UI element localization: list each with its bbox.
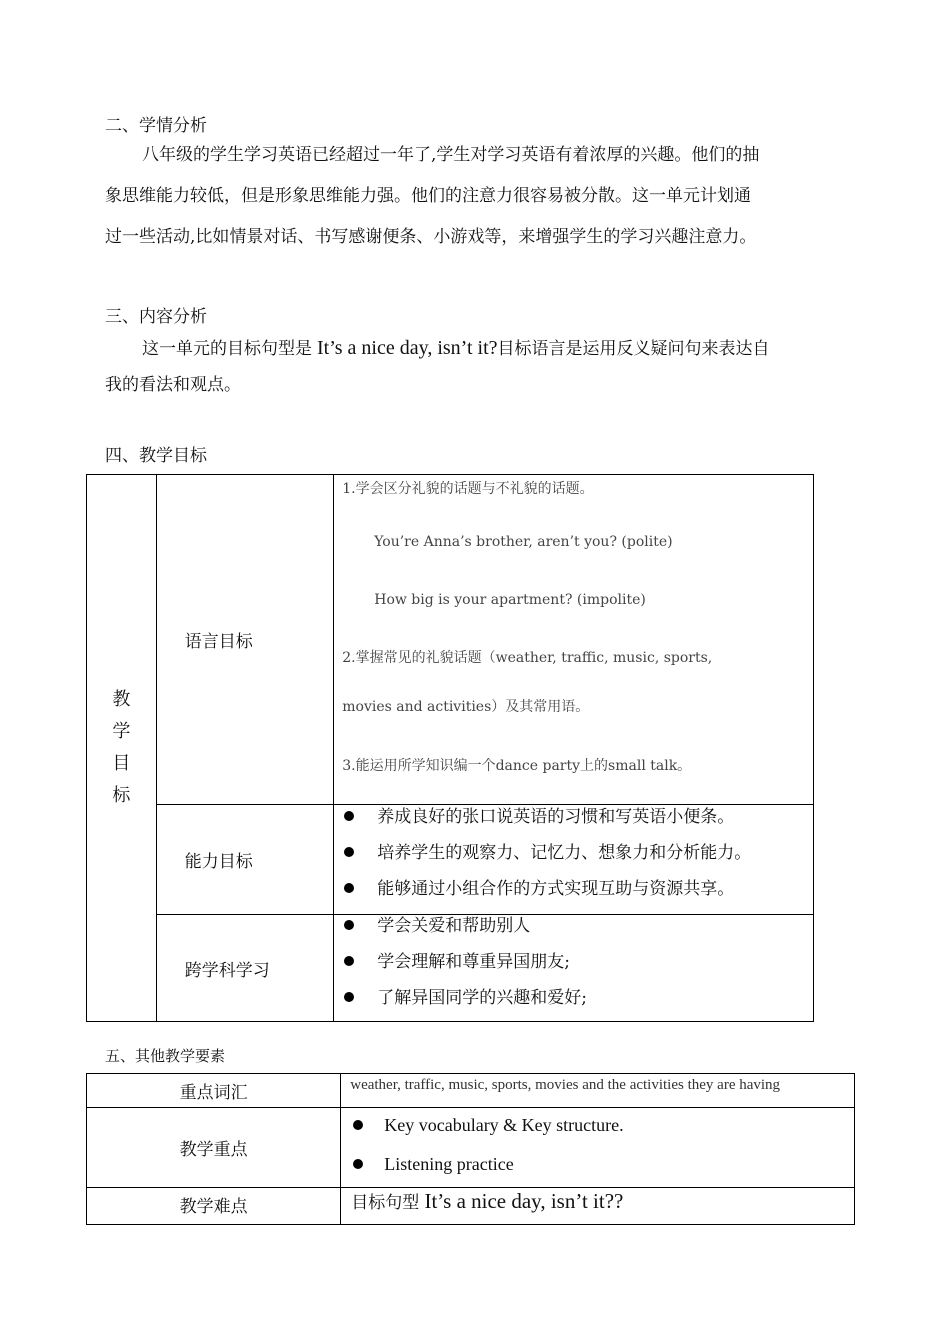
section-4-title: 四、教学目标 [105,446,207,466]
ability-goal-label: 能力目标 [156,805,333,915]
ability-goal-content [334,805,814,915]
ability-goal-text: 能够通过小组合作的方式实现互助与资源共享。 [377,879,735,899]
section-2-line-3: 过一些活动,比如情景对话、书写感谢便条、小游戏等，来增强学生的学习兴趣注意力。 [105,227,757,247]
bullet-icon [344,811,354,821]
key-points-content [341,1108,855,1188]
bullet-icon [344,920,354,930]
section-2-line-1: 八年级的学生学习英语已经超过一年了,学生对学习英语有着浓厚的兴趣。他们的抽 [142,145,760,165]
bullet-icon [344,956,354,966]
difficulty-sentence: It’s a nice day, isn’t it?? [419,1189,624,1213]
language-goal-content [334,475,814,805]
ability-goal-item [334,871,813,907]
bullet-icon [344,992,354,1002]
vocab-label: 重点词汇 [87,1074,341,1108]
cross-subject-content [334,915,814,1022]
language-goal-line-6: 3.能运用所学知识编一个dance party上的small talk。 [342,758,692,774]
section-5-title: 五、其他教学要素 [105,1047,226,1065]
difficulty-value [341,1188,855,1225]
cross-subject-item [334,908,813,944]
language-goal-line-1: 1.学会区分礼貌的话题与不礼貌的话题。 [342,481,594,497]
section-3-body [105,330,865,403]
cross-subject-item [334,944,813,980]
side-char-3: 目 [112,753,131,774]
language-goal-line-5: movies and activities）及其常用语。 [342,699,590,715]
section-3-pre: 这一单元的 [142,339,227,359]
side-char-4: 标 [112,785,131,806]
teaching-goals-table [86,474,814,1022]
side-char-1: 教 [112,689,131,710]
other-elements-table [86,1073,855,1225]
vocab-value: weather, traffic, music, sports, movies and the activities they are having [341,1074,855,1108]
section-2-title: 二、学情分析 [105,116,207,136]
cross-subject-text: 学会理解和尊重异国朋友; [377,952,570,972]
section-3-line-2: 我的看法和观点。 [105,375,241,395]
section-3-title: 三、内容分析 [105,307,207,327]
language-goal-line-4: 2.掌握常见的礼貌话题（weather, traffic, music, sports, [342,650,713,666]
ability-goal-item [334,835,813,871]
language-goal-line-3: How big is your apartment? (impolite) [374,592,646,608]
key-point-item [341,1106,854,1145]
section-3-post: 目标语言是运用反义疑问句来表达自 [497,339,770,359]
key-point-text: Listening practice [384,1154,514,1174]
cross-subject-label: 跨学科学习 [156,915,333,1022]
ability-goal-item [334,799,813,835]
key-point-text: Key vocabulary & Key structure. [384,1115,624,1135]
bullet-icon [344,883,354,893]
key-point-item [341,1145,854,1184]
side-char-2: 学 [112,721,131,742]
cross-subject-item [334,980,813,1016]
difficulty-label: 教学难点 [87,1188,341,1225]
teaching-goals-side-label [87,475,157,1022]
difficulty-prefix: 目标句型 [351,1193,420,1213]
key-points-label: 教学重点 [87,1108,341,1188]
bullet-icon [344,847,354,857]
target-sentence: It’s a nice day, isn’t it? [312,337,498,359]
section-2-line-2: 象思维能力较低，但是形象思维能力强。他们的注意力很容易被分散。这一单元计划通 [105,186,751,206]
section-3-pre2: 目标句型是 [227,339,312,359]
ability-goal-text: 养成良好的张口说英语的习惯和写英语小便条。 [377,807,735,827]
bullet-icon [353,1159,363,1169]
language-goal-label: 语言目标 [156,475,333,805]
cross-subject-text: 学会关爱和帮助别人 [377,916,531,936]
section-3-line-1 [105,330,865,367]
ability-goal-text: 培养学生的观察力、记忆力、想象力和分析能力。 [377,843,752,863]
cross-subject-text: 了解异国同学的兴趣和爱好; [377,988,587,1008]
section-2-body [105,135,865,258]
bullet-icon [353,1120,363,1130]
language-goal-line-2: You’re Anna’s brother, aren’t you? (polite) [374,534,673,550]
